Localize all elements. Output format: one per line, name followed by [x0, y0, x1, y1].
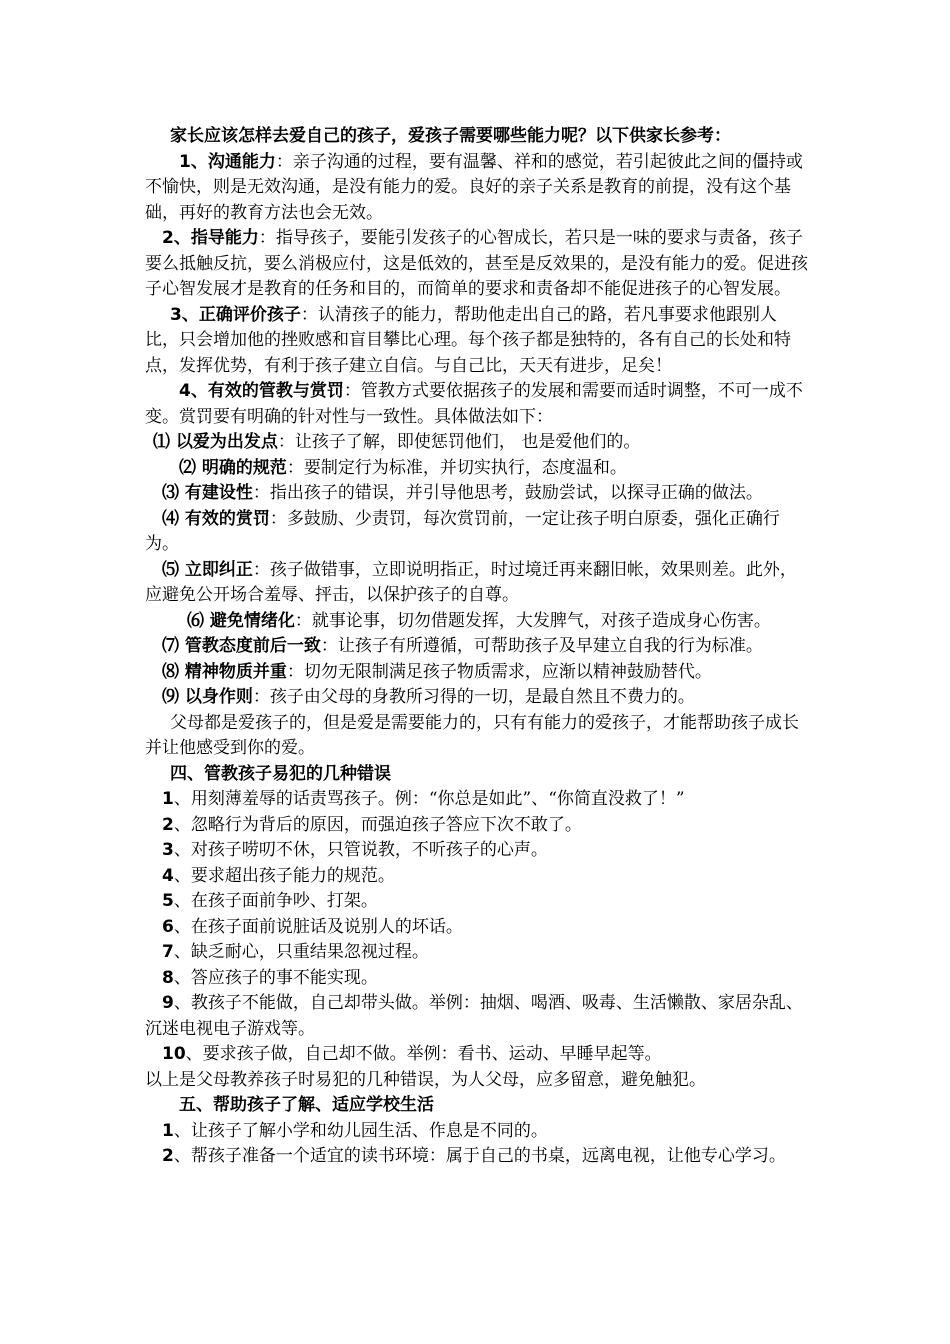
- mistake-item-10: [145, 1042, 810, 1068]
- section-5-heading: 五、帮助孩子了解、适应学校生活: [179, 1095, 434, 1115]
- mistake-text: 、教孩子不能做，自己却带头做。举例：抽烟、喝酒、吸毒、生活懒散、家居杂乱、沉迷电视电子游戏等。: [145, 993, 803, 1039]
- method-item-4: [145, 507, 810, 558]
- ability-text: ：亲子沟通的过程，要有温馨、祥和的感觉，若引起彼此之间的僵持或不愉快，则是无效沟通，是没有能力的爱。良好的亲子关系是教育的前提，没有这个基础，再好的教育方法也会无效。: [145, 151, 803, 223]
- section-4-conclusion: 以上是父母教养孩子时易犯的几种错误，为人父母，应多留意，避免触犯。: [145, 1069, 706, 1090]
- method-text: ：让孩子了解，即使惩罚他们， 也是爱他们的。: [277, 432, 641, 452]
- method-text: ：要制定行为标准，并切实执行，态度温和。: [286, 457, 627, 478]
- school-item-1: [145, 1119, 810, 1145]
- mistake-number: 1: [162, 789, 174, 809]
- method-label: ⑹ 避免情绪化: [187, 610, 295, 631]
- ability-text: ：认清孩子的能力，帮助他走出自己的路，若凡事要求他跟别人比，只会增加他的挫败感和盲目攀比心理。每个孩子都是独特的，各有自己的长处和特点，发挥优势，有利于孩子建立自信。与自己比，天天有进步，足矣！: [145, 304, 791, 376]
- school-item-number: 1: [162, 1120, 174, 1141]
- school-item-text: 、帮孩子准备一个适宜的读书环境：属于自己的书桌，远离电视，让他专心学习。: [173, 1146, 786, 1166]
- mistake-text: 、忽略行为背后的原因，而强迫孩子答应下次不敢了。: [173, 814, 582, 835]
- mistake-item-6: [145, 915, 810, 941]
- school-item-text: 、让孩子了解小学和幼儿园生活、作息是不同的。: [173, 1120, 548, 1141]
- mistake-number: 4: [162, 865, 174, 886]
- ability-paragraph-4: [145, 379, 810, 430]
- method-text: ：切勿无限制满足孩子物质需求，应渐以精神鼓励替代。: [286, 661, 712, 682]
- mistake-text: 、缺乏耐心，只重结果忽视过程。: [173, 942, 429, 962]
- ability-label: 1、沟通能力: [179, 151, 276, 172]
- ability-label: 3、正确评价孩子: [170, 304, 301, 325]
- document-title: 家长应该怎样去爱自己的孩子，爱孩子需要哪些能力呢？以下供家长参考：: [170, 126, 731, 146]
- mistake-text: 、要求孩子做，自己却不做。举例：看书、运动、早睡早起等。: [185, 1044, 662, 1064]
- mistake-number: 5: [162, 891, 174, 911]
- mistake-number: 10: [162, 1044, 186, 1064]
- mistake-item-9: [145, 991, 810, 1042]
- section-4-heading: 四、管教孩子易犯的几种错误: [170, 763, 391, 784]
- mistake-number: 7: [162, 942, 174, 962]
- method-label: ⑻ 精神物质并重: [162, 661, 287, 682]
- method-label: ⑼ 以身作则: [162, 687, 253, 707]
- method-label: ⑵ 明确的规范: [179, 457, 287, 478]
- mistake-item-1: [145, 787, 810, 813]
- method-label: ⑶ 有建设性: [162, 483, 253, 503]
- summary-paragraph: 父母都是爱孩子的，但是爱是需要能力的，只有有能力的爱孩子，才能帮助孩子成长并让他感受到你的爱。: [145, 712, 799, 758]
- method-text: ：让孩子有所遵循，可帮助孩子及早建立自我的行为标准。: [320, 636, 763, 656]
- ability-label: 2、指导能力: [162, 228, 259, 248]
- mistake-item-3: [145, 838, 810, 864]
- mistake-text: 、答应孩子的事不能实现。: [173, 967, 378, 988]
- ability-paragraph-3: [145, 303, 810, 380]
- method-text: ：孩子做错事，立即说明指正，时过境迁再来翻旧帐，效果则差。此外，应避免公开场合羞辱、抨击，以保护孩子的自尊。: [145, 559, 797, 605]
- method-label: ⑷ 有效的赏罚: [162, 508, 270, 529]
- mistake-item-8: [145, 966, 810, 992]
- method-item-7: [145, 634, 810, 660]
- method-item-8: [145, 660, 810, 686]
- mistake-text: 、对孩子唠叨不休，只管说教，不听孩子的心声。: [173, 840, 548, 860]
- mistake-text: 、在孩子面前争吵、打架。: [173, 891, 378, 911]
- ability-label: 4、有效的管教与赏罚: [179, 381, 344, 401]
- method-label: ⑴ 以爱为出发点: [153, 432, 278, 452]
- method-item-3: [145, 481, 810, 507]
- method-item-5: [145, 558, 810, 609]
- method-text: ：多鼓励、少责罚，每次赏罚前，一定让孩子明白原委，强化正确行为。: [145, 508, 780, 554]
- mistake-item-4: [145, 864, 810, 890]
- method-item-1: [145, 430, 810, 456]
- school-item-2: [145, 1144, 810, 1170]
- method-item-9: [145, 685, 810, 711]
- method-label: ⑺ 管教态度前后一致: [162, 636, 321, 656]
- mistake-text: 、要求超出孩子能力的规范。: [173, 865, 395, 886]
- mistake-text: 、在孩子面前说脏话及说别人的坏话。: [173, 916, 463, 937]
- method-text: ：孩子由父母的身教所习得的一切，是最自然且不费力的。: [252, 687, 695, 707]
- mistake-number: 8: [162, 967, 174, 988]
- mistake-item-5: [145, 889, 810, 915]
- method-text: ：就事论事，切勿借题发挥，大发脾气，对孩子造成身心伤害。: [294, 610, 771, 631]
- ability-paragraph-1: [145, 150, 810, 227]
- mistake-number: 2: [162, 814, 174, 835]
- method-item-2: [145, 456, 810, 482]
- ability-paragraph-2: [145, 226, 810, 303]
- mistake-text: 、用刻薄羞辱的话责骂孩子。例：“你总是如此”、“你简直没救了！”: [173, 789, 685, 809]
- mistake-item-2: [145, 813, 810, 839]
- school-item-number: 2: [162, 1146, 174, 1166]
- document-page: [145, 124, 810, 1170]
- ability-text: ：指导孩子，要能引发孩子的心智成长，若只是一味的要求与责备，孩子要么抵触反抗，要么消极应付，这是低效的，甚至是反效果的，是没有能力的爱。促进孩子心智发展才是教育的任务和目的，而简单的要求和责备却不能促进孩子的心智发展。: [145, 228, 808, 299]
- mistake-number: 6: [162, 916, 174, 937]
- mistake-number: 9: [162, 993, 174, 1013]
- mistake-item-7: [145, 940, 810, 966]
- ability-text: ：管教方式要依据孩子的发展和需要而适时调整，不可一成不变。赏罚要有明确的针对性与一致性。具体做法如下：: [145, 381, 803, 427]
- method-text: ：指出孩子的错误，并引导他思考，鼓励尝试，以探寻正确的做法。: [252, 483, 763, 503]
- mistake-number: 3: [162, 840, 174, 860]
- method-item-6: [145, 609, 810, 635]
- method-label: ⑸ 立即纠正: [162, 559, 253, 580]
